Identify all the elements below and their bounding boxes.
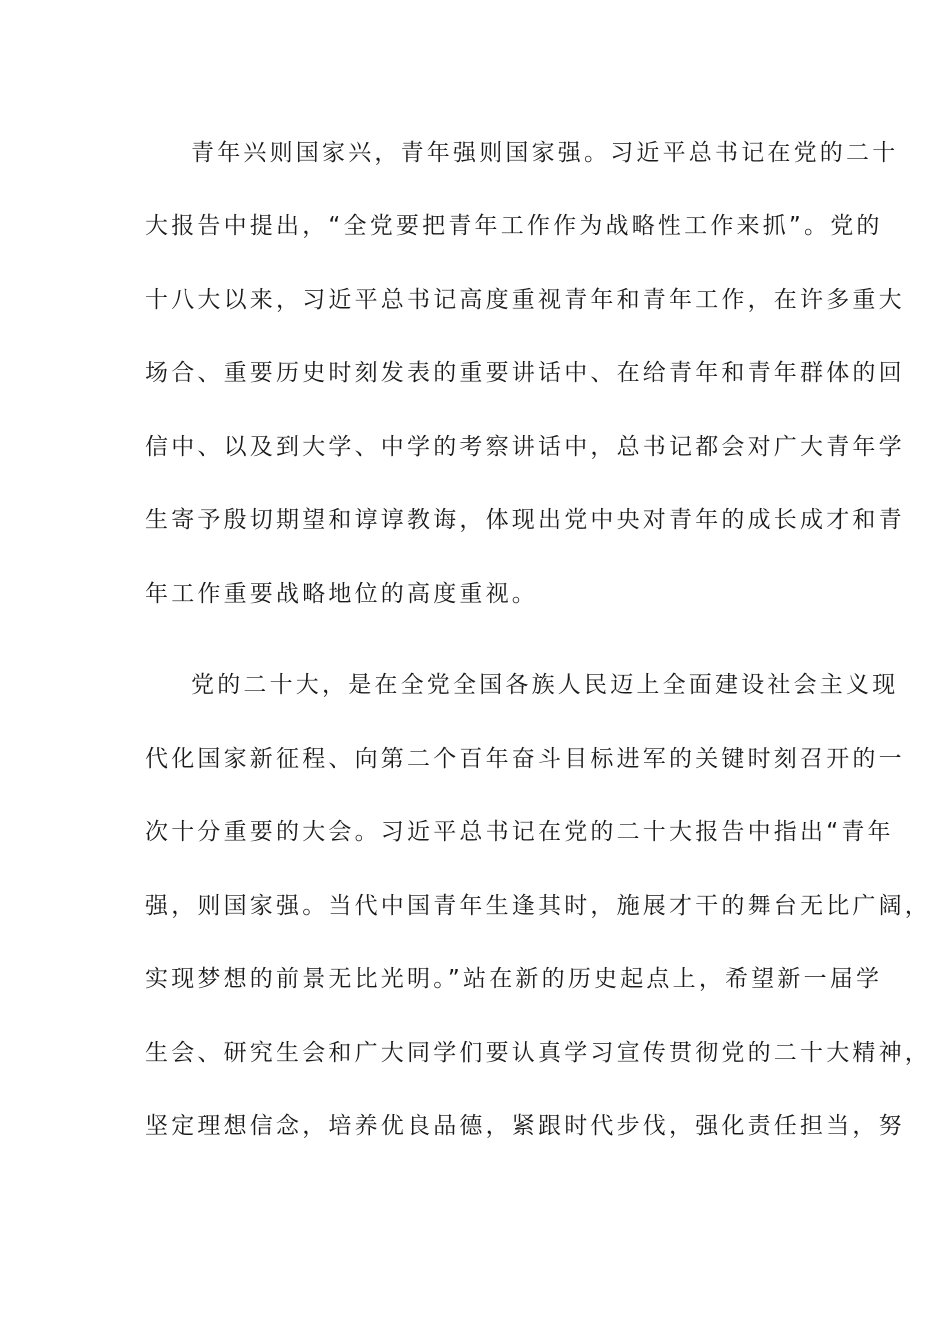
- paragraph-2-line-4: 强，则国家强。当代中国青年生逢其时，施展才干的舞台无比广阔，: [145, 893, 931, 919]
- paragraph-1-line-4: 场合、重要历史时刻发表的重要讲话中、在给青年和青年群体的回: [145, 360, 905, 386]
- paragraph-2-line-1: 党的二十大，是在全党全国各族人民迈上全面建设社会主义现: [191, 672, 899, 698]
- paragraph-2-line-3: 次十分重要的大会。习近平总书记在党的二十大报告中指出“青年: [145, 819, 894, 845]
- paragraph-2-line-5: 实现梦想的前景无比光明。”站在新的历史起点上，希望新一届学: [145, 966, 883, 992]
- paragraph-2-line-7: 坚定理想信念，培养优良品德，紧跟时代步伐，强化责任担当，努: [145, 1113, 905, 1139]
- paragraph-2-line-6: 生会、研究生会和广大同学们要认真学习宣传贯彻党的二十大精神，: [145, 1040, 931, 1066]
- paragraph-1-line-6: 生寄予殷切期望和谆谆教诲，体现出党中央对青年的成长成才和青: [145, 507, 905, 533]
- paragraph-1-line-2: 大报告中提出，“全党要把青年工作作为战略性工作来抓”。党的: [145, 213, 883, 239]
- paragraph-1-line-7: 年工作重要战略地位的高度重视。: [145, 581, 538, 607]
- paragraph-2-line-2: 代化国家新征程、向第二个百年奋斗目标进军的关键时刻召开的一: [145, 746, 905, 772]
- paragraph-1-line-3: 十八大以来，习近平总书记高度重视青年和青年工作，在许多重大: [145, 287, 905, 313]
- paragraph-1-line-1: 青年兴则国家兴，青年强则国家强。习近平总书记在党的二十: [191, 140, 899, 166]
- paragraph-1-line-5: 信中、以及到大学、中学的考察讲话中，总书记都会对广大青年学: [145, 434, 905, 460]
